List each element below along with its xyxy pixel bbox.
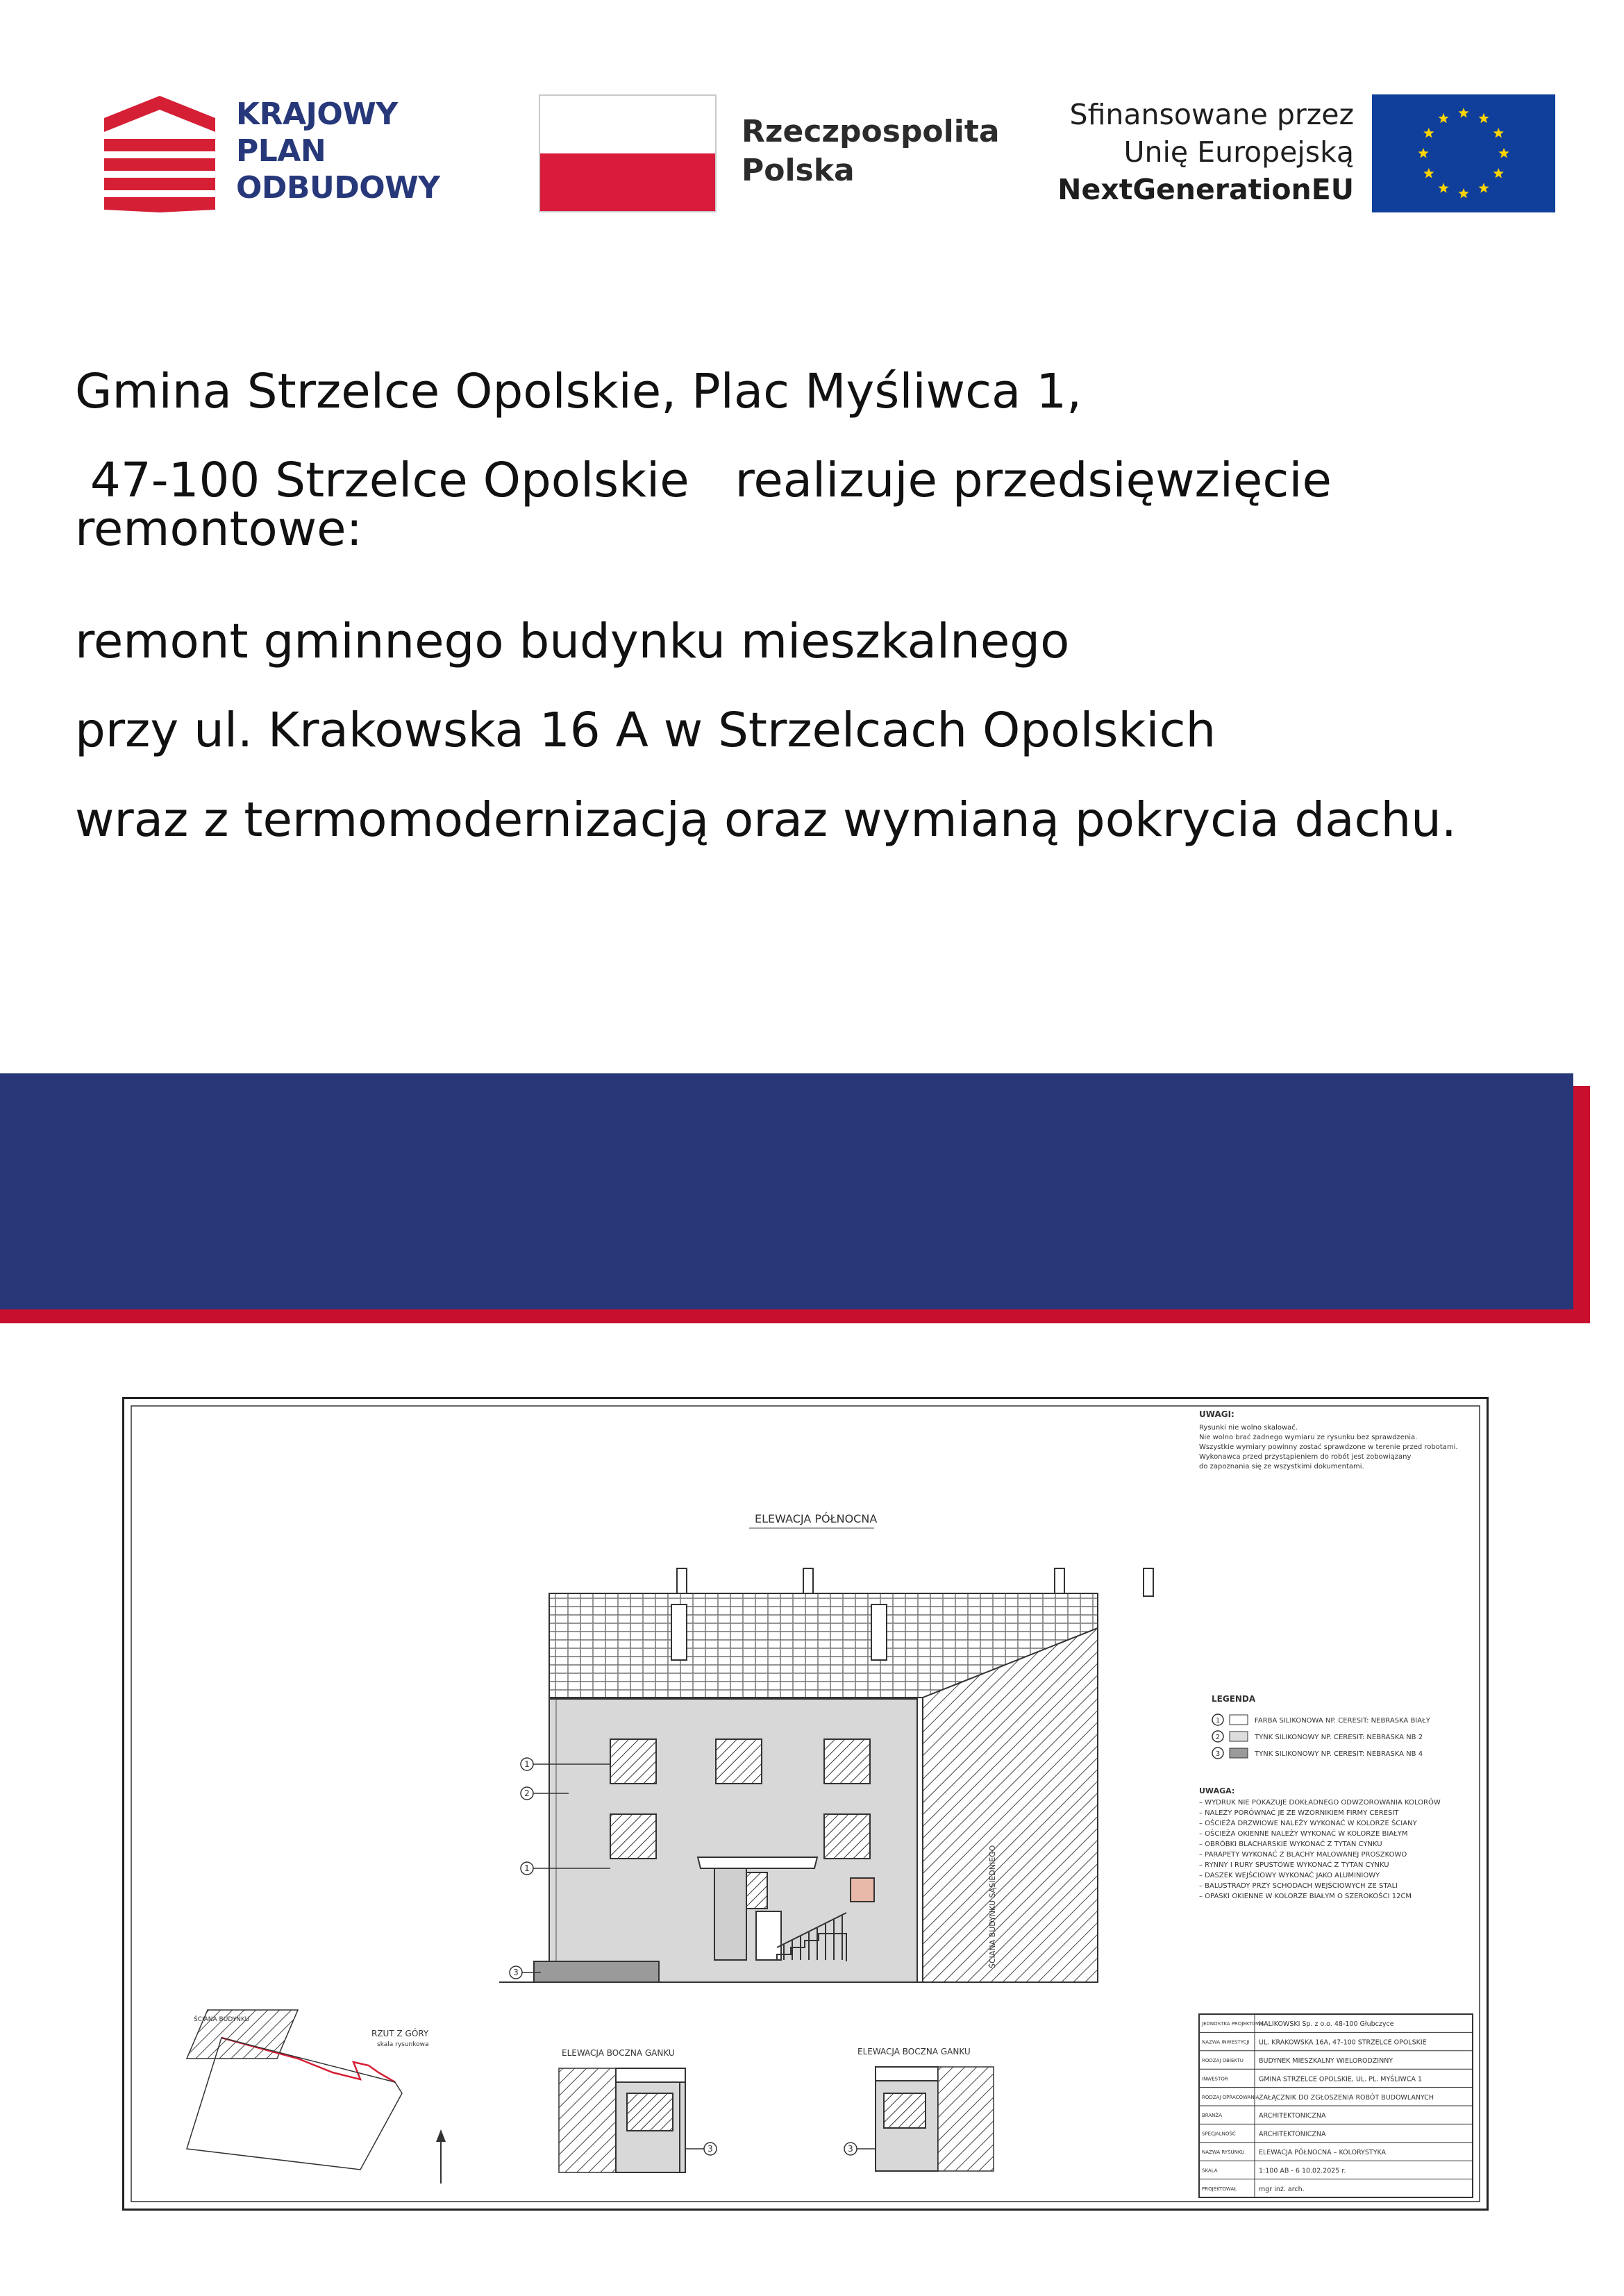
rp-logo xyxy=(539,94,1000,212)
kpo-line-3: ODBUDOWY xyxy=(236,170,440,206)
title-block-label: SKALA xyxy=(1202,2168,1218,2174)
plan-label: RZUT Z GÓRY xyxy=(371,2029,429,2038)
remark-line: – PARAPETY WYKONAĆ Z BLACHY MALOWANEJ PROSZKOWO xyxy=(1199,1851,1407,1859)
eu-star-icon xyxy=(1418,148,1428,158)
title-block-value: ARCHITEKTONICZNA xyxy=(1259,2130,1326,2138)
rp-line-2: Polska xyxy=(742,153,855,188)
kpo-line-1: KRAJOWY xyxy=(236,97,398,132)
remark-line: – BALUSTRADY PRZY SCHODACH WEJŚCIOWYCH ZE STALI xyxy=(1199,1882,1398,1890)
title-block-label: RODZAJ OBIEKTU xyxy=(1202,2058,1244,2063)
eu-star-icon xyxy=(1478,183,1489,193)
band-banner xyxy=(0,1073,1573,1309)
eu-star-icon xyxy=(1498,148,1509,158)
title-block-value: 1:100 AB - 6 10.02.2025 r. xyxy=(1259,2167,1346,2175)
svg-text:3: 3 xyxy=(513,1968,519,1977)
legend-text: TYNK SILIKONOWY NP. CERESIT: NEBRASKA NB 2 xyxy=(1255,1734,1423,1741)
legend-text: TYNK SILIKONOWY NP. CERESIT: NEBRASKA NB 4 xyxy=(1255,1750,1423,1758)
note-line: Wykonawca przed przystąpieniem do robót jest zobowiązany xyxy=(1199,1453,1412,1461)
note-line: Rysunki nie wolno skalować. xyxy=(1199,1424,1298,1432)
eu-star-icon xyxy=(1458,188,1468,199)
remark-line: – DASZEK WEJŚCIOWY WYKONAĆ JAKO ALUMINIOWY xyxy=(1199,1872,1380,1879)
title-block-label: BRANŻA xyxy=(1202,2113,1222,2119)
eu-star-icon xyxy=(1423,128,1434,138)
announcement-line-2: 47-100 Strzelce Opolskie realizuje przedsięwzięcie xyxy=(75,453,1332,508)
title-block-label: RODZAJ OPRACOWANIA xyxy=(1202,2094,1259,2100)
announcement-line-4: remont gminnego budynku mieszkalnego xyxy=(75,614,1070,669)
legend-swatch xyxy=(1230,1715,1248,1725)
eu-star-icon xyxy=(1423,168,1434,178)
architectural-drawing xyxy=(122,1397,1489,2211)
title-block-label: PROJEKTOWAŁ xyxy=(1202,2186,1237,2192)
svg-text:ŚCIANA BUDYNKU: ŚCIANA BUDYNKU xyxy=(194,2016,250,2023)
kpo-line-2: PLAN xyxy=(236,133,326,169)
svg-text:2: 2 xyxy=(524,1788,530,1798)
eu-line-3: NextGenerationEU xyxy=(1057,173,1354,206)
legend-number: 3 xyxy=(1215,1750,1221,1758)
plan-sublabel: skala rysunkowa xyxy=(377,2041,429,2048)
remark-line: – OŚCIEŻA OKIENNE NALEŻY WYKONAĆ W KOLORZE BIAŁYM xyxy=(1199,1830,1408,1838)
title-block-label: JEDNOSTKA PROJEKTOWA xyxy=(1202,2021,1264,2027)
note-line: Wszystkie wymiary powinny zostać sprawdzone w terenie przed robotami. xyxy=(1199,1443,1458,1451)
title-block-value: BUDYNEK MIESZKALNY WIELORODZINNY xyxy=(1259,2057,1393,2065)
remark-line: – OBRÓBKI BLACHARSKIE WYKONAĆ Z TYTAN CYNKU xyxy=(1199,1841,1382,1848)
title-block-label: INWESTOR xyxy=(1202,2076,1228,2082)
announcement-line-1: Gmina Strzelce Opolskie, Plac Myśliwca 1, xyxy=(75,364,1082,419)
legend-number: 1 xyxy=(1215,1717,1221,1725)
remark-line: – RYNNY I RURY SPUSTOWE WYKONAĆ Z TYTAN CYNKU xyxy=(1199,1861,1389,1869)
eu-star-icon xyxy=(1438,113,1448,123)
note-line: do zapoznania się ze wszystkimi dokumentami. xyxy=(1199,1463,1364,1470)
polish-flag-icon xyxy=(539,94,717,212)
svg-text:3: 3 xyxy=(848,2144,853,2154)
announcement-line-6: wraz z termomodernizacją oraz wymianą pokrycia dachu. xyxy=(75,792,1457,848)
legend-heading: LEGENDA xyxy=(1212,1694,1256,1704)
legend-swatch xyxy=(1230,1732,1248,1741)
title-block-value: mgr inż. arch. xyxy=(1259,2185,1305,2193)
svg-text:1: 1 xyxy=(524,1863,530,1873)
title-block-value: HALIKOWSKI Sp. z o.o. 48-100 Głubczyce xyxy=(1259,2020,1394,2029)
eu-star-icon xyxy=(1478,113,1489,123)
announcement-line-5: przy ul. Krakowska 16 A w Strzelcach Opolskich xyxy=(75,703,1216,758)
kpo-logo xyxy=(104,96,479,214)
title-block-label: NAZWA RYSUNKU xyxy=(1202,2150,1245,2155)
title-block-label: SPECJALNOŚĆ xyxy=(1202,2131,1236,2137)
note-line: Nie wolno brać żadnego wymiaru ze rysunku bez sprawdzenia. xyxy=(1199,1434,1418,1441)
remark-line: – NALEŻY PORÓWNAĆ JE ZE WZORNIKIEM FIRMY CERESIT xyxy=(1199,1809,1399,1817)
title-north: ELEWACJA PÓŁNOCNA xyxy=(755,1512,878,1525)
announcement-line-3: remontowe: xyxy=(75,501,362,557)
title-block-value: GMINA STRZELCE OPOLSKIE, UL. PL. MYŚLIWCA 1 xyxy=(1259,2075,1423,2084)
rp-line-1: Rzeczpospolita xyxy=(742,114,1000,149)
title-block-value: ZAŁĄCZNIK DO ZGŁOSZENIA ROBÓT BUDOWLANYCH xyxy=(1259,2093,1434,2102)
eu-star-icon xyxy=(1493,168,1504,178)
title-block-label: NAZWA INWESTYCJI xyxy=(1202,2039,1250,2045)
remark-line: – OŚCIEŻA DRZWIOWE NALEŻY WYKONAĆ W KOLORZE ŚCIANY xyxy=(1199,1820,1417,1827)
neighbor-wall-label: ŚCIANA BUDYNKU SĄSIEDNIEGO xyxy=(988,1845,997,1968)
eu-logo xyxy=(1041,94,1555,212)
remarks-heading: UWAGA: xyxy=(1199,1786,1235,1795)
eu-line-2: Unię Europejską xyxy=(1123,135,1354,169)
legend-text: FARBA SILIKONOWA NP. CERESIT: NEBRASKA BIAŁY xyxy=(1255,1717,1430,1725)
remark-line: – WYDRUK NIE POKAZUJE DOKŁADNEGO ODWZOROWANIA KOLORÓW xyxy=(1199,1799,1441,1807)
legend-swatch xyxy=(1230,1748,1248,1758)
title-side-2: ELEWACJA BOCZNA GANKU xyxy=(857,2047,971,2056)
kpo-stripes-icon xyxy=(104,96,215,212)
title-block-value: ARCHITEKTONICZNA xyxy=(1259,2112,1326,2120)
title-block-value: ELEWACJA PÓŁNOCNA – KOLORYSTYKA xyxy=(1259,2149,1387,2156)
title-block-value: UL. KRAKOWSKA 16A, 47-100 STRZELCE OPOLSKIE xyxy=(1259,2038,1427,2047)
eu-star-icon xyxy=(1493,128,1504,138)
svg-text:3: 3 xyxy=(708,2144,713,2154)
title-side-1: ELEWACJA BOCZNA GANKU xyxy=(562,2048,675,2058)
eu-line-1: Sfinansowane przez xyxy=(1069,98,1354,131)
svg-text:1: 1 xyxy=(524,1759,530,1769)
remark-line: – OPASKI OKIENNE W KOLORZE BIAŁYM O SZEROKOŚCI 12CM xyxy=(1199,1893,1412,1900)
eu-flag-icon xyxy=(1372,94,1555,212)
eu-star-icon xyxy=(1458,108,1468,118)
notes-heading: UWAGI: xyxy=(1199,1409,1234,1419)
eu-star-icon xyxy=(1438,183,1448,193)
legend-number: 2 xyxy=(1215,1734,1221,1741)
